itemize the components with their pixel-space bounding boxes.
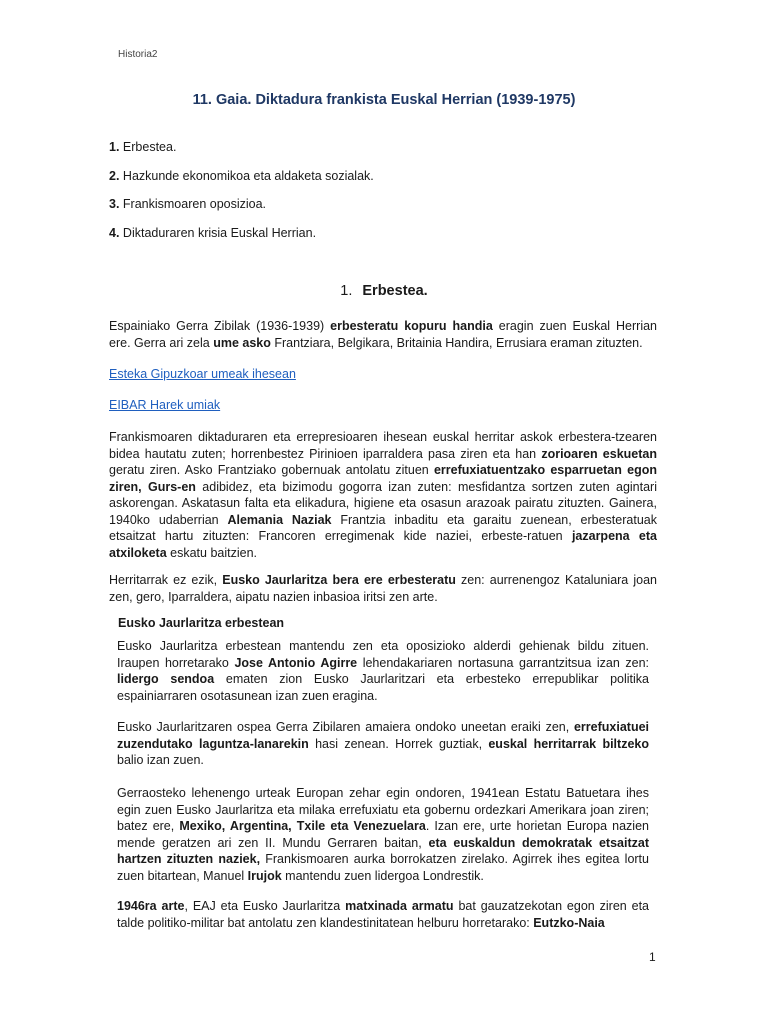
bold-run: errefuxiatuentzako esparruetan egon ziren, Gurs-en	[109, 463, 657, 494]
bold-run: 1946ra arte	[117, 899, 185, 913]
toc-text: Erbestea.	[119, 140, 177, 154]
header-label: Historia2	[118, 49, 158, 60]
toc-number: 4.	[109, 225, 120, 240]
text-run: Herritarrak ez ezik,	[109, 573, 223, 587]
toc-text: Diktaduraren krisia Euskal Herrian.	[119, 225, 317, 240]
paragraph-intro	[109, 318, 657, 351]
section-heading	[0, 283, 768, 299]
toc-item-1	[109, 139, 374, 168]
toc-item-4	[109, 225, 374, 254]
text-run: eragin zuen Euskal Herrian ere. Gerra ari zela	[109, 319, 657, 350]
bold-run: errefuxiatuei zuzendutako laguntza-lanarekin	[117, 720, 649, 751]
text-run: ematen zion Eusko Jaurlaritzari eta erbesteko errepublikar politika espainiarraren osotasunean izan zuen eragina.	[117, 672, 650, 703]
text-run: Frankismoaren aurka borrokatzen zirelako. Agirrek ihes egitea lortu zuen bitartean, Manuel	[117, 852, 649, 883]
text-run: hasi zenean. Horrek guztiak,	[308, 736, 489, 751]
bold-run: Irujok	[247, 868, 282, 883]
text-run: geratu ziren. Asko Frantziako gobernuak antolatu zituen	[109, 463, 434, 477]
text-run: mantendu zuen lidergoa Londrestik.	[281, 868, 484, 883]
text-run: zen: aurrenengoz Kataluniara joan zen, gero, Iparraldera, aipatu nazien inbasioa iritsi zen arte.	[109, 573, 657, 604]
page-title: 11. Gaia. Diktadura frankista Euskal Herrian (1939-1975)	[192, 92, 576, 108]
bold-run: erbesteratu kopuru handia	[330, 319, 493, 333]
bold-run: Mexiko, Argentina, Txile eta Venezuelara	[179, 819, 426, 833]
paragraph-agirre	[117, 638, 649, 704]
table-of-contents	[109, 139, 374, 253]
text-run: bat gauzatzekotan egon ziren eta talde politiko-militar bat antolatu zen klandestinitatean helburu horretarako:	[117, 899, 649, 930]
toc-item-3	[109, 196, 374, 225]
bold-run: eta euskaldun demokratak etsaitzat hartzen zituzten naziek,	[117, 835, 649, 866]
toc-number: 2.	[109, 168, 120, 183]
text-run: Frankismoaren diktaduraren eta errepresioaren ihesean euskal herritar askok erbestera-tzearen bidea hautatu zuten; horrenbestez Pirinioen iparraldera pasa ziren eta han	[109, 430, 657, 461]
bold-run: Alemania Naziak	[227, 512, 332, 527]
bold-run: ume asko	[213, 335, 271, 350]
toc-text: Hazkunde ekonomikoa eta aldaketa sozialak.	[119, 168, 374, 183]
paragraph-ospea	[117, 719, 649, 769]
bold-run: zorioaren eskuetan	[541, 446, 658, 461]
text-run: . Izan ere, urte horietan Europa nazien mende geratzen ari zen II. Mundu Gerraren baitan,	[117, 819, 649, 850]
link-gipuzkoar-umeak[interactable]: Esteka Gipuzkoar umeak ihesean	[109, 367, 296, 381]
text-run: Gerraosteko lehenengo urteak Europan zehar egin ondoren, 1941ean Estatu Batuetara ihes egin zuen Eusko Jaurlaritza eta milaka errefuxiatu eta gobernu ordezkari Amerikara joan ziren; batez ere,	[117, 786, 649, 833]
text-run: Eusko Jaurlaritza erbestean mantendu zen eta oposizioko alderdi gehienak bildu zituen. Iraupen horretarako	[117, 639, 649, 670]
bold-run: Eusko Jaurlaritza bera ere erbesteratu	[222, 573, 456, 587]
text-run: Eusko Jaurlaritzaren ospea Gerra Zibilaren amaiera ondoko uneetan eraiki zen,	[117, 720, 574, 734]
toc-number: 3.	[109, 197, 120, 211]
bold-run: jazarpena eta atxiloketa	[109, 529, 657, 560]
bold-run: lidergo sendoa	[117, 672, 215, 686]
toc-item-2	[109, 168, 374, 197]
text-run: Espainiako Gerra Zibilak (1936-1939)	[109, 319, 331, 333]
text-run: lehendakariaren nortasuna garrantzitsua izan zen:	[357, 655, 649, 670]
paragraph-herritarrak	[109, 572, 657, 605]
toc-text: Frankismoaren oposizioa.	[119, 197, 267, 211]
toc-number: 1.	[109, 140, 120, 154]
text-run: balio izan zuen.	[117, 753, 204, 767]
page-number: 1	[649, 950, 656, 964]
paragraph-gerraosteko	[117, 785, 649, 884]
text-run: Frantzia inbaditu eta garaitu zuenean, erbesteratuak etsaitzat hartu zituzten: Francoren erregimenak kide naziei, erbeste-ratuen	[109, 512, 657, 543]
paragraph-frankismoa	[109, 429, 657, 561]
text-run: adibidez, eta bizimodu gogorra izan zuten: mesfidantza sortzen zuten agintari askorengan. Askatasun falta eta elikadura, higiene eta osasun arazoak pairatu zituzten. Gainera, 1940ko udaberrian	[109, 479, 657, 527]
section-title: Erbestea.	[362, 283, 428, 299]
bold-run: matxinada armatu	[345, 899, 454, 913]
text-run: eskatu baitzien.	[166, 545, 258, 560]
link-eibar-harek-umiak[interactable]: EIBAR Harek umiak	[109, 398, 221, 412]
bold-run: Eutzko-Naia	[533, 915, 605, 930]
bold-run: Jose Antonio Agirre	[234, 655, 358, 670]
subheading-eusko-jaurlaritza: Eusko Jaurlaritza erbestean	[118, 616, 285, 630]
text-run: Frantziara, Belgikara, Britainia Handira, Errusiara eraman zituzten.	[270, 335, 643, 350]
paragraph-1946	[117, 898, 649, 931]
text-run: , EAJ eta Eusko Jaurlaritza	[184, 899, 346, 913]
section-number: 1.	[340, 283, 353, 299]
bold-run: euskal herritarrak biltzeko	[488, 736, 649, 751]
